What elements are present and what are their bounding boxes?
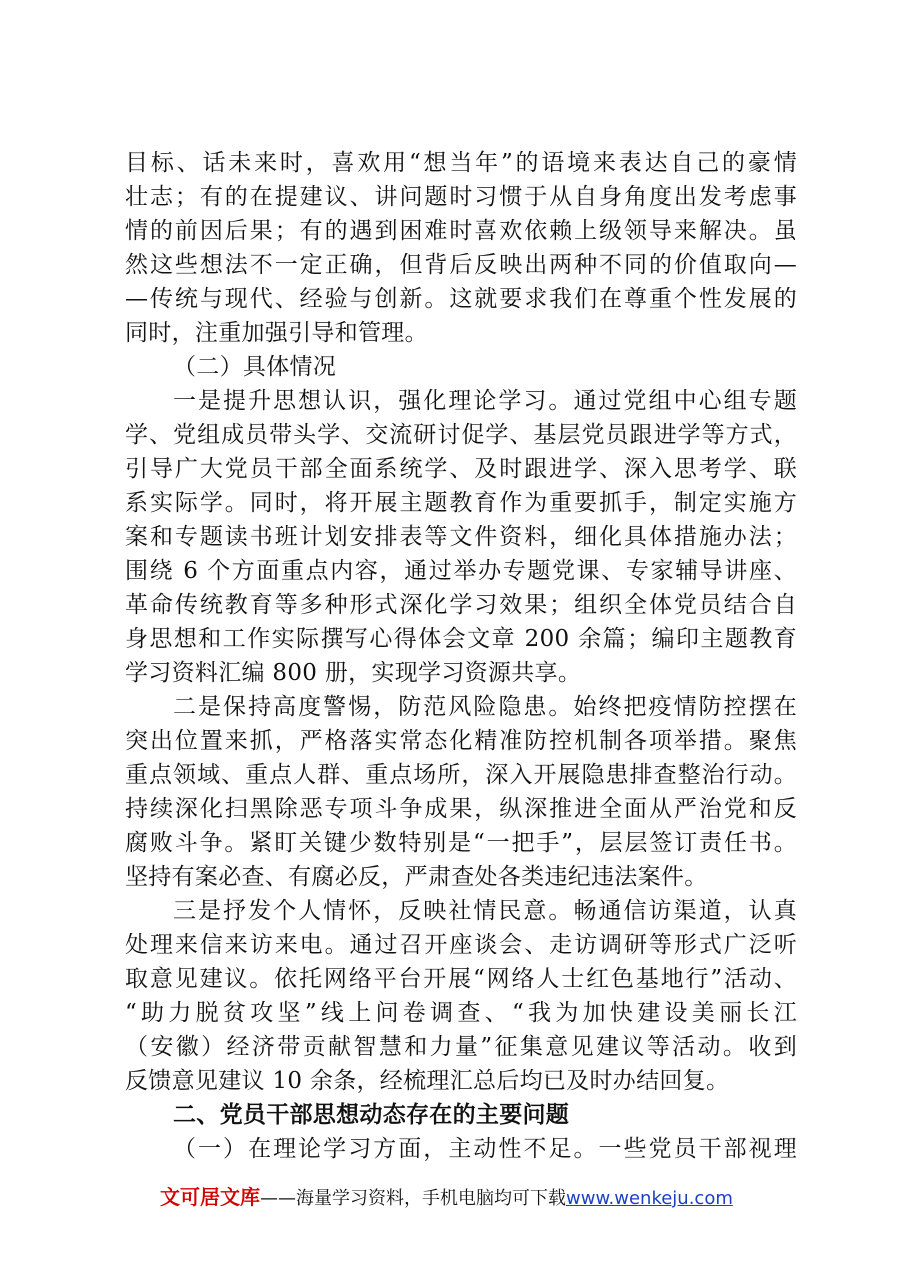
footer-watermark	[160, 1182, 800, 1212]
text-line: 学习资料汇编 800 册，实现学习资源共享。	[125, 660, 582, 686]
text-line: 壮志；有的在提建议、讲问题时习惯于从自身角度出发考虑事	[125, 184, 797, 210]
text-line: 引导广大党员干部全面系统学、及时跟进学、深入思考学、联	[125, 456, 797, 482]
text-line: 腐败斗争。紧盯关键少数特别是“一把手”，层层签订责任书。	[125, 830, 797, 856]
paragraph-first-line: 三是抒发个人情怀，反映社情民意。畅通信访渠道，认真	[173, 898, 797, 924]
paragraph-first-line: （一）在理论学习方面，主动性不足。一些党员干部视理	[173, 1136, 797, 1162]
text-line: 身思想和工作实际撰写心得体会文章 200 余篇；编印主题教育	[125, 626, 797, 652]
paragraph-first-line: 一是提升思想认识，强化理论学习。通过党组中心组专题	[173, 388, 797, 414]
text-line: —传统与现代、经验与创新。这就要求我们在尊重个性发展的	[125, 286, 797, 312]
text-line: 然这些想法不一定正确，但背后反映出两种不同的价值取向—	[125, 252, 797, 278]
text-line: 处理来信来访来电。通过召开座谈会、走访调研等形式广泛听	[125, 932, 797, 958]
text-line: 系实际学。同时，将开展主题教育作为重要抓手，制定实施方	[125, 490, 797, 516]
text-line: 反馈意见建议 10 余条，经梳理汇总后均已及时办结回复。	[125, 1068, 730, 1094]
text-line: 重点领域、重点人群、重点场所，深入开展隐患排查整治行动。	[125, 762, 797, 788]
text-line: 学、党组成员带头学、交流研讨促学、基层党员跟进学等方式，	[125, 422, 797, 448]
footer-tagline: ——海量学习资料，手机电脑均可下载	[260, 1188, 566, 1209]
text-line: 目标、话未来时，喜欢用“想当年”的语境来表达自己的豪情	[125, 150, 797, 176]
brand-name: 文可居文库	[160, 1185, 260, 1209]
section-heading: （二）具体情况	[173, 354, 337, 380]
text-line: 取意见建议。依托网络平台开展“网络人士红色基地行”活动、	[125, 966, 797, 992]
text-line: 情的前因后果；有的遇到困难时喜欢依赖上级领导来解决。虽	[125, 218, 797, 244]
text-line: 突出位置来抓，严格落实常态化精准防控机制各项举措。聚焦	[125, 728, 797, 754]
text-line: （安徽）经济带贡献智慧和力量”征集意见建议等活动。收到	[125, 1034, 797, 1060]
text-line: 同时，注重加强引导和管理。	[125, 320, 428, 346]
text-line: 革命传统教育等多种形式深化学习效果；组织全体党员结合自	[125, 592, 797, 618]
site-link[interactable]: www.wenkeju.com	[566, 1188, 733, 1209]
text-line: 案和专题读书班计划安排表等文件资料，细化具体措施办法；	[125, 524, 797, 550]
paragraph-first-line: 二是保持高度警惕，防范风险隐患。始终把疫情防控摆在	[173, 694, 797, 720]
chapter-heading: 二、党员干部思想动态存在的主要问题	[173, 1102, 570, 1128]
text-line: “助力脱贫攻坚”线上问卷调查、“我为加快建设美丽长江	[125, 1000, 797, 1026]
text-line: 持续深化扫黑除恶专项斗争成果，纵深推进全面从严治党和反	[125, 796, 797, 822]
text-line: 围绕 6 个方面重点内容，通过举办专题党课、专家辅导讲座、	[125, 558, 797, 584]
text-line: 坚持有案必查、有腐必反，严肃查处各类违纪违法案件。	[125, 864, 708, 890]
